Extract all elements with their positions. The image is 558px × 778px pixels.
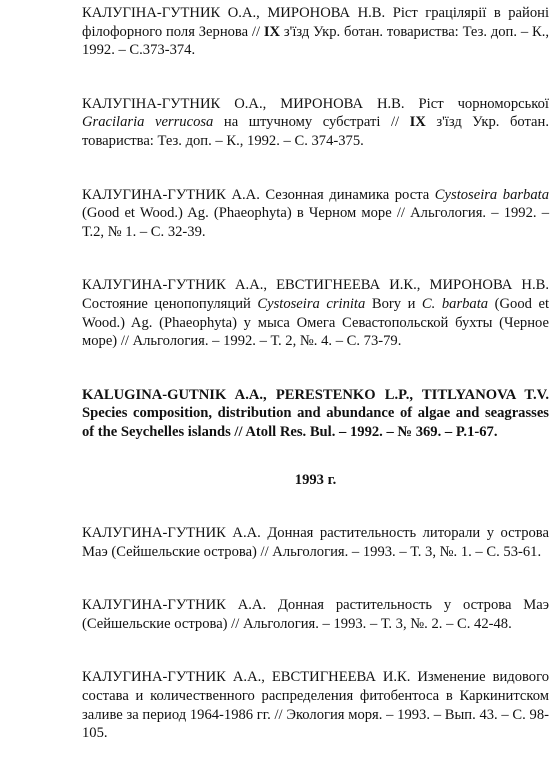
bibliography-page: [82, 4, 549, 778]
bibliography-entry: КАЛУГИНА-ГУТНИК А.А. Донная растительность у острова Маэ (Сейшельские острова) // Альгология. – 1993. – Т. 3, №. 2. – С. 42-48.: [82, 597, 549, 632]
bibliography-entry: КАЛУГІНА-ГУТНИК О.А., МИРОНОВА Н.В. Ріст чорноморської Gracilaria verrucosa на штучному субстраті // IX з'їзд Укр. ботан. товариства: Тез. доп. – К., 1992. – С. 374-375.: [82, 95, 549, 149]
bibliography-entry: КАЛУГІНА-ГУТНИК О.А., МИРОНОВА Н.В. Ріст грацілярії в районі філофорного поля Зернова // IX з'їзд Укр. ботан. товариства: Тез. доп. – К., 1992. – С.373-374.: [82, 5, 549, 59]
species-name: C. barbata: [421, 295, 489, 312]
bibliography-entry: KALUGINA-GUTNIK A.A., PERESTENKO L.P., TITLYANOVA T.V. Species composition, distribution and abundance of algae and seagrasses of the Seychelles islands // Atoll Res. Bul. – 1992. – № 369. – P.1-67.: [82, 386, 549, 440]
year-heading: 1993 г.: [294, 471, 337, 488]
congress-number: IX: [263, 23, 281, 40]
congress-number: IX: [409, 114, 426, 131]
bibliography-entry: КАЛУГИНА-ГУТНИК А.А., ЕВСТИГНЕЕВА И.К. Изменение видового состава и количественного распределения фитобентоса в Каркинитском заливе за период 1964-1986 гг. // Экология моря. – 1993. – Вып. 43. – С. 98-105.: [82, 669, 549, 742]
species-name: Cystoseira barbata: [434, 186, 549, 203]
bibliography-entry: КАЛУГИНА-ГУТНИК А.А., ЕВСТИГНЕЕВА И.К., МИРОНОВА Н.В. Состояние ценопопуляций Cystoseira crinita Bory и C. barbata (Good et Wood.) Ag. (Phaeophyta) у мыса Омега Севастопольской бухты (Черное море) // Альгология. – 1992. – Т. 2, №. 4. – С. 73-79.: [82, 277, 549, 350]
species-name: Gracilaria verrucosa: [82, 114, 214, 131]
species-name: Cystoseira crinita: [257, 295, 366, 312]
bibliography-entry: КАЛУГИНА-ГУТНИК А.А. Сезонная динамика роста Cystoseira barbata (Good et Wood.) Ag. (Phaeophyta) в Черном море // Альгология. – 1992. – Т.2, № 1. – С. 32-39.: [82, 186, 549, 240]
bibliography-entry: КАЛУГИНА-ГУТНИК А.А. Донная растительность литорали у острова Маэ (Сейшельские острова) // Альгология. – 1993. – Т. 3, №. 1. – С. 53-61.: [82, 525, 549, 560]
